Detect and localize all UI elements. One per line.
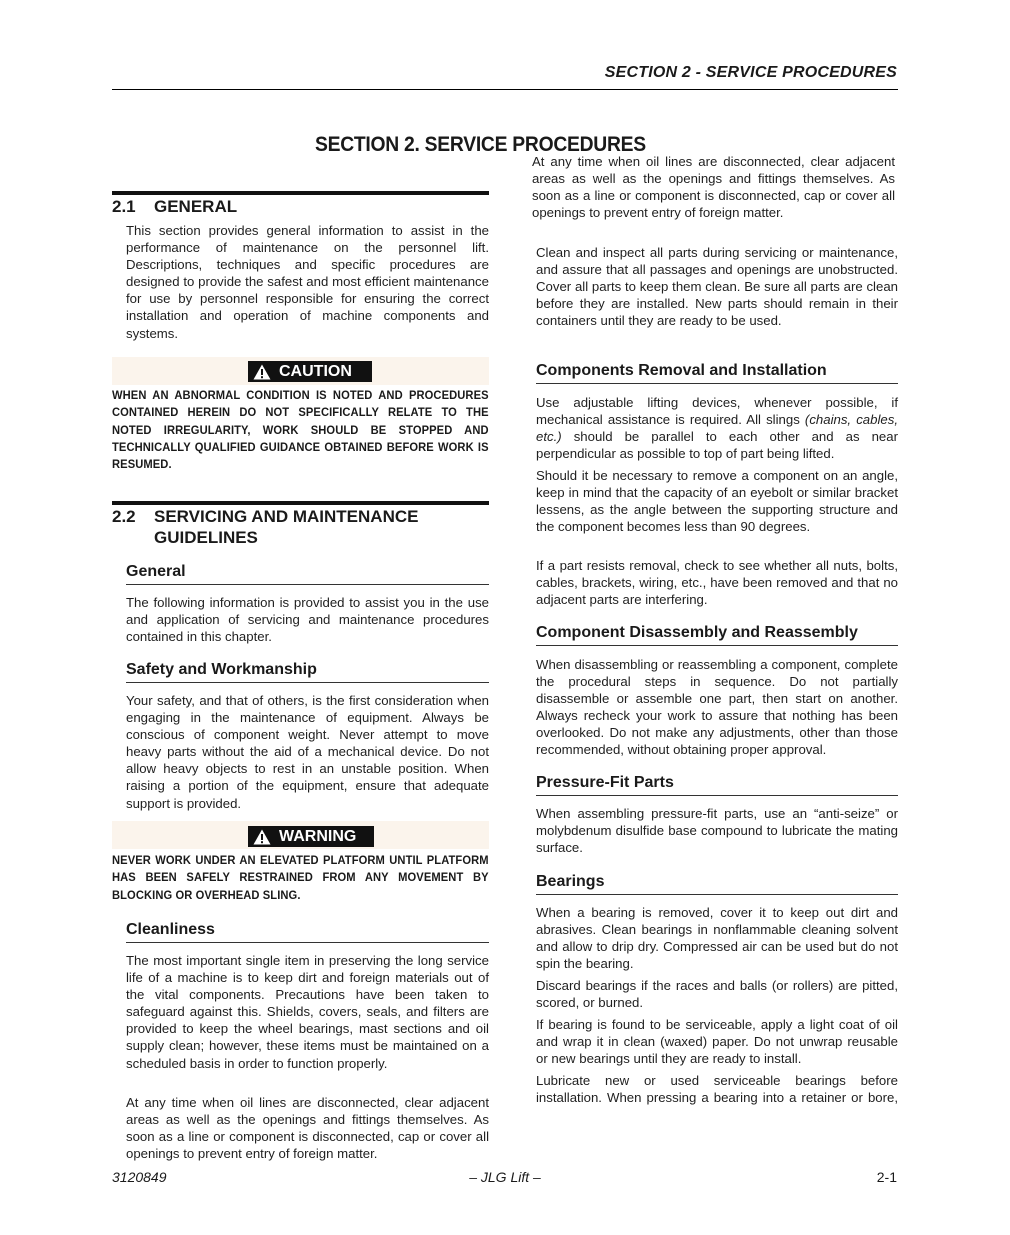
general-paragraph: This section provides general information to assist in the performance of maintenance on the personnel lift. Descriptions, techniques and specific procedures are designed to provide the safest and most efficient maintenance for use by personnel responsible for ensuring the correct installation and operation of machine components and systems. xyxy=(126,223,489,341)
warning-triangle-icon xyxy=(253,829,271,845)
caution-text: WHEN AN ABNORMAL CONDITION IS NOTED AND PROCEDURES CONTAINED HEREIN DO NOT SPECIFICALLY RELATE TO THE NOTED IRREGULARITY, WORK SHOULD BE STOPPED AND TECHNICALLY QUALIFIED GUIDANCE OBTAINED BEFORE WORK IS RESUMED. xyxy=(112,388,489,472)
section-rule xyxy=(112,191,489,195)
bearings-paragraph-4: Lubricate new or used serviceable bearings before installation. When pressing a bearing into a retainer or bore, xyxy=(536,1073,898,1106)
running-header: SECTION 2 - SERVICE PROCEDURES xyxy=(604,64,897,81)
bearings-paragraph-3: If bearing is found to be serviceable, apply a light coat of oil and wrap it in clean (waxed) paper. Do not unwrap reusable or new bearings until they are ready to install. xyxy=(536,1017,898,1067)
warning-triangle-icon xyxy=(253,364,271,380)
section-rule xyxy=(112,501,489,505)
cleanliness-paragraph-1: The most important single item in preserving the long service life of a machine is to keep dirt and foreign materials out of the vital components. Precautions have been taken to safeguard against this. Shields, covers, seals, and filters are provided to keep the wheel bearings, mast sections and oil supply clean; however, these items must be maintained on a scheduled basis in order to function properly. xyxy=(126,953,489,1071)
bearings-paragraph-1: When a bearing is removed, cover it to keep out dirt and abrasives. Clean bearings in nonflammable cleaning solvent and allow to drip dry. Compressed air can be used but do not spin the bearing. xyxy=(536,905,898,972)
section-number: 2.2 xyxy=(112,507,136,526)
removal-paragraph-1 xyxy=(536,394,898,462)
section-title-line1: SERVICING AND MAINTENANCE xyxy=(154,507,419,526)
removal-paragraph-2: Should it be necessary to remove a component on an angle, keep in mind that the capacity of an eyebolt or similar bracket lessens, as the angle between the supporting structure and the component becomes less than 90 degrees. xyxy=(536,468,898,535)
section-title-line2: GUIDELINES xyxy=(154,528,258,547)
warning-text: NEVER WORK UNDER AN ELEVATED PLATFORM UNTIL PLATFORM HAS BEEN SAFELY RESTRAINED FROM ANY MOVEMENT BY BLOCKING OR OVERHEAD SLING. xyxy=(112,853,489,902)
warning-label: WARNING xyxy=(279,828,357,845)
bearings-paragraph-2: Discard bearings if the races and balls (or rollers) are pitted, scored, or burned. xyxy=(536,978,898,1011)
footer-doc-number: 3120849 xyxy=(112,1169,167,1185)
caution-label: CAUTION xyxy=(279,363,352,380)
general-subheading: General xyxy=(126,563,489,585)
section-title: GENERAL xyxy=(154,197,238,216)
removal-subheading: Components Removal and Installation xyxy=(536,362,898,384)
disassembly-paragraph: When disassembling or reassembling a component, complete the procedural steps in sequence. Do not partially disassemble or assemble one part, then start on another. Always recheck your work to assure that nothing has been overlooked. Do not make any adjustments, other than those recommended, without obtaining proper approval. xyxy=(536,657,898,758)
bearings-subheading: Bearings xyxy=(536,873,898,895)
caution-badge xyxy=(248,361,372,382)
cleanliness-paragraph-3: Clean and inspect all parts during servicing or maintenance, and assure that all passages and openings are unobstructed. Cover all parts to keep them clean. Be sure all parts are clean before they are installed. New parts should remain in their containers until they are ready to be used. xyxy=(536,245,898,329)
general-guidelines-paragraph: The following information is provided to assist you in the use and application of servicing and maintenance procedures contained in this chapter. xyxy=(126,595,489,645)
cleanliness-paragraph-2-text: At any time when oil lines are disconnected, clear adjacent areas as well as the openings and fittings themselves. As soon as a line or component is disconnected, cap or cover all openings to prevent entry of foreign matter. xyxy=(532,154,895,221)
pressure-fit-subheading: Pressure-Fit Parts xyxy=(536,774,898,796)
safety-subheading: Safety and Workmanship xyxy=(126,661,489,683)
pressure-fit-paragraph: When assembling pressure-fit parts, use an “anti-seize” or molybdenum disulfide base compound to lubricate the mating surface. xyxy=(536,806,898,856)
cleanliness-paragraph-2-tail xyxy=(532,153,895,221)
cleanliness-paragraph-2-continued xyxy=(532,154,898,240)
page-title: SECTION 2. SERVICE PROCEDURES xyxy=(314,133,646,156)
cleanliness-paragraph-2-start xyxy=(126,1094,489,1162)
section-2-2-heading xyxy=(112,506,418,527)
header-rule xyxy=(112,89,898,90)
removal-p1-before: Use adjustable lifting devices, whenever possible, if mechanical assistance is required. All slings xyxy=(536,395,898,428)
warning-badge xyxy=(248,826,374,847)
cleanliness-paragraph-2: At any time when oil lines are disconnected, clear adjacent areas as well as the openings and fittings themselves. As soon as a line or component is disconnected, cap or cover all openings to prevent entry of foreign matter. xyxy=(126,1095,489,1162)
section-2-1-heading xyxy=(112,196,237,217)
removal-paragraph-3: If a part resists removal, check to see whether all nuts, bolts, cables, brackets, wiring, etc., have been removed and that no adjacent parts are interfering. xyxy=(536,558,898,608)
footer-publisher: – JLG Lift – xyxy=(469,1169,541,1185)
section-number: 2.1 xyxy=(112,197,136,216)
removal-p1-after: should be parallel to each other and as near perpendicular as possible to top of part being lifted. xyxy=(536,429,898,462)
removal-p1-italic: (chains, cables, etc.) xyxy=(536,412,898,445)
disassembly-subheading: Component Disassembly and Reassembly xyxy=(536,624,898,646)
safety-paragraph: Your safety, and that of others, is the first consideration when engaging in the maintenance of equipment. Always be conscious of component weight. Never attempt to move heavy parts without the aid of a mechanical device. Do not allow heavy objects to rest in an unstable position. When raising a portion of the equipment, ensure that adequate support is provided. xyxy=(126,693,489,811)
footer-page-number: 2-1 xyxy=(876,1169,897,1185)
cleanliness-subheading: Cleanliness xyxy=(126,921,489,943)
